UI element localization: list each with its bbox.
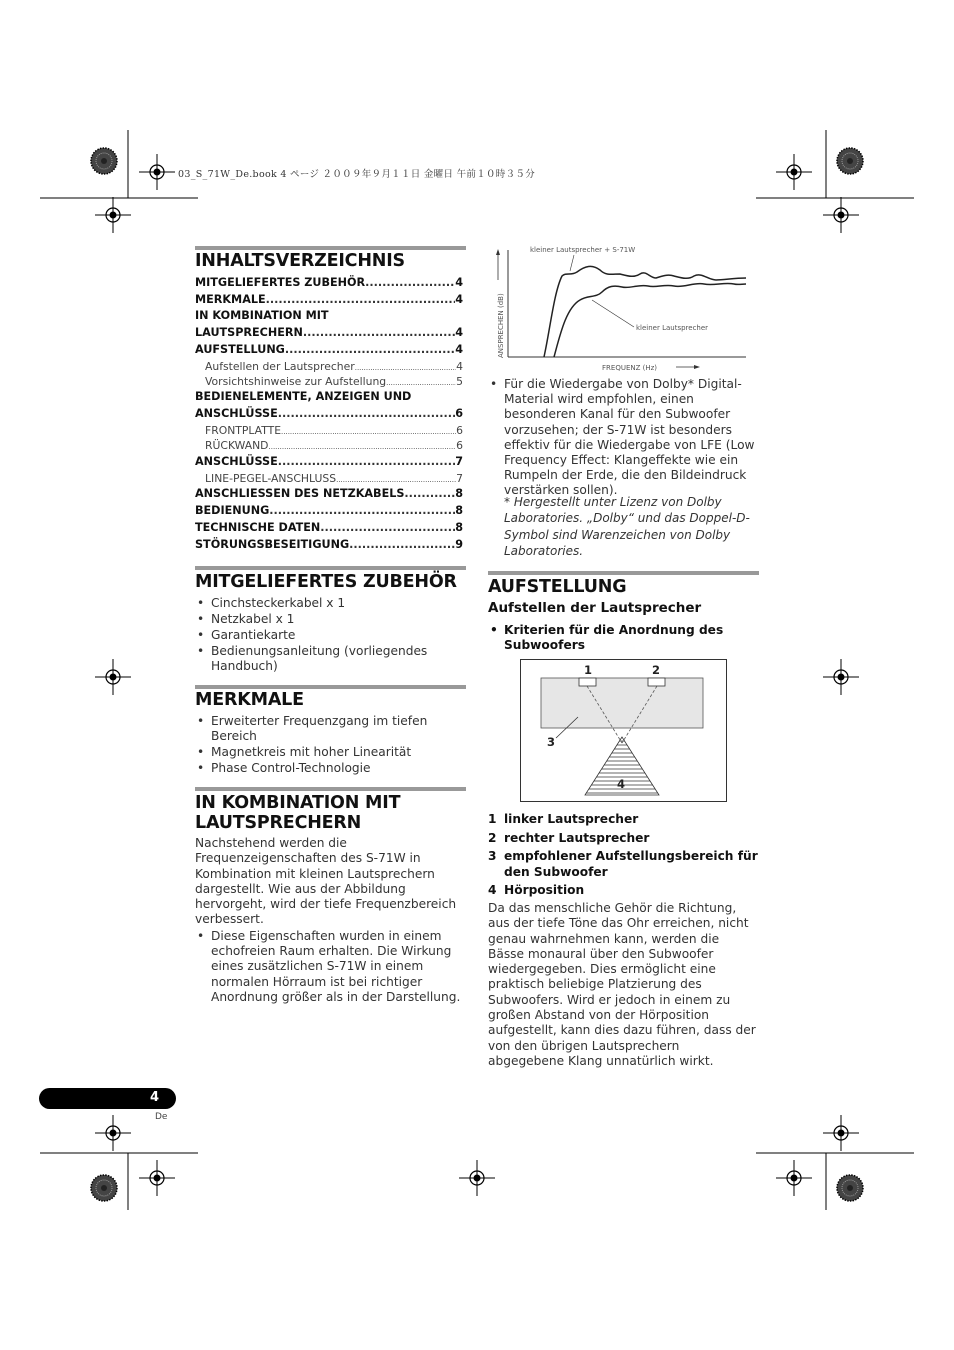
toc-bar [195,246,466,250]
list-item: • Cinchsteckerkabel x 1 [197,596,346,610]
toc-title: INHALTSVERZEICHNIS [195,251,405,271]
list-item: • Netzkabel x 1 [197,612,295,626]
series-label-small: kleiner Lautsprecher [636,324,709,332]
placement-diagram [520,659,728,803]
left-speaker-icon [579,678,596,686]
toc-subentry[interactable]: FRONTPLATTE ..... 6 [205,423,463,440]
diagram-label-1: 1 [584,663,593,677]
merkmale-bar [195,685,466,689]
toc-entry[interactable]: BEDIENUNG ..... 8 [195,503,463,519]
list-item: • Magnetkreis mit hoher Linearität [197,745,412,759]
diagram-label-4: 4 [617,777,626,791]
toc-entry[interactable]: STÖRUNGSBESEITIGUNG ..... 9 [195,537,463,553]
kombination-paragraph: Nachstehend werden die Frequenzeigenschaften des S-71W in Kombination mit kleinen Lautsprechern dargestellt. Wie aus der Abbildung hervorgeht, wird der tiefe Frequenzbereich verbessert. [195,836,457,927]
series-line-small [554,283,746,357]
series-line-combined [544,266,746,357]
print-header: 03_S_71W_De.book 4 ページ ２００９年９月１１日 金曜日 午前１０時３５分 [178,169,535,180]
list-item: • Bedienungsanleitung (vorliegendes Handbuch) [197,644,428,673]
toc-entry[interactable]: IN KOMBINATION MIT [195,309,329,322]
toc-subentry[interactable]: Aufstellen der Lautsprecher ..... 4 [205,359,463,376]
page-number: 4 [150,1090,160,1105]
toc-subentry[interactable]: Vorsichtshinweise zur Aufstellung ..... 5 [205,374,463,391]
list-item: • Garantiekarte [197,628,296,642]
frequency-chart [488,240,758,376]
toc-entry[interactable]: AUFSTELLUNG ..... 4 [195,342,463,358]
list-item: • Erweiterter Frequenzgang im tiefen Bereich [197,714,428,743]
toc-subentry[interactable]: LINE-PEGEL-ANSCHLUSS ..... 7 [205,471,463,488]
diagram-label-3: 3 [547,735,556,749]
chart-ylabel: ANSPRECHEN (dB) [497,293,505,358]
dolby-bullet: • Für die Wiedergabe von Dolby* Digital-Material wird empfohlen, einen besonderen Kanal für den Subwoofer vorzusehen; der S-71W ist besonders effektiv für die Wiedergabe von LFE (Low Frequency Effect: Klangeffekte wie ein Rumpeln der Erde, die den Bildeindruck verstärken sollen). [490,377,755,498]
chart-xlabel: FREQUENZ (Hz) [602,364,658,372]
series-label-combined: kleiner Lautsprecher + S-71W [530,246,636,254]
aufstellung-bar [488,571,759,575]
kombination-title: IN KOMBINATION MIT LAUTSPRECHERN [195,793,401,833]
aufstellung-paragraph: Da das menschliche Gehör die Richtung, aus der tiefe Töne das Ohr erreichen, nicht genau wahrnehmen kann, werden die Bässe monaural über den Subwoofer wiedergegeben. Dies ermöglicht eine praktisch beliebige Platzierung des Subwoofers. Wird er jedoch in einem zu großen Abstand von der Hörposition aufgestellt, kann dies dazu führen, dass der von den übrigen Lautsprechern abgegebene Klang unnatürlich wirkt. [488,901,756,1068]
toc-entry[interactable]: ANSCHLÜSSE ..... 6 [195,406,463,422]
toc-entry[interactable]: LAUTSPRECHERN ..... 4 [195,325,463,341]
list-item: • Diese Eigenschaften wurden in einem echofreien Raum erhalten. Die Wirkung eines zusätzlichen S-71W in einem normalen Hörraum ist bei richtiger Anordnung größer als in der Darstellung. [197,929,461,1004]
zubehoer-title: MITGELIEFERTES ZUBEHÖR [195,572,457,592]
toc-entry[interactable]: ANSCHLÜSSE ..... 7 [195,454,463,470]
toc-entry[interactable]: TECHNISCHE DATEN ..... 8 [195,520,463,536]
zubehoer-bar [195,566,466,570]
right-speaker-icon [648,678,665,686]
aufstellung-subtitle: Aufstellen der Lautsprecher [488,600,702,616]
recommended-area [541,678,703,728]
kombination-bar [195,787,466,791]
diagram-label-2: 2 [652,663,661,677]
aufstellung-title: AUFSTELLUNG [488,577,627,597]
page-language: De [155,1112,168,1122]
toc-entry[interactable]: MERKMALE ..... 4 [195,292,463,308]
merkmale-title: MERKMALE [195,690,304,710]
toc-entry[interactable]: ANSCHLIESSEN DES NETZKABELS ..... 8 [195,486,463,502]
criteria-bullet: • Kriterien für die Anordnung des Subwoofers [490,623,724,652]
toc-subentry[interactable]: RÜCKWAND ..... 6 [205,438,463,455]
dolby-footnote: * Hergestellt unter Lizenz von Dolby Laboratories. „Dolby“ und das Doppel-D-Symbol sind Warenzeichen von Dolby Laboratories. [504,495,750,559]
toc-entry[interactable]: MITGELIEFERTES ZUBEHÖR ..... 4 [195,275,463,291]
list-item: • Phase Control-Technologie [197,761,371,775]
toc-entry[interactable]: BEDIENELEMENTE, ANZEIGEN UND [195,390,412,403]
